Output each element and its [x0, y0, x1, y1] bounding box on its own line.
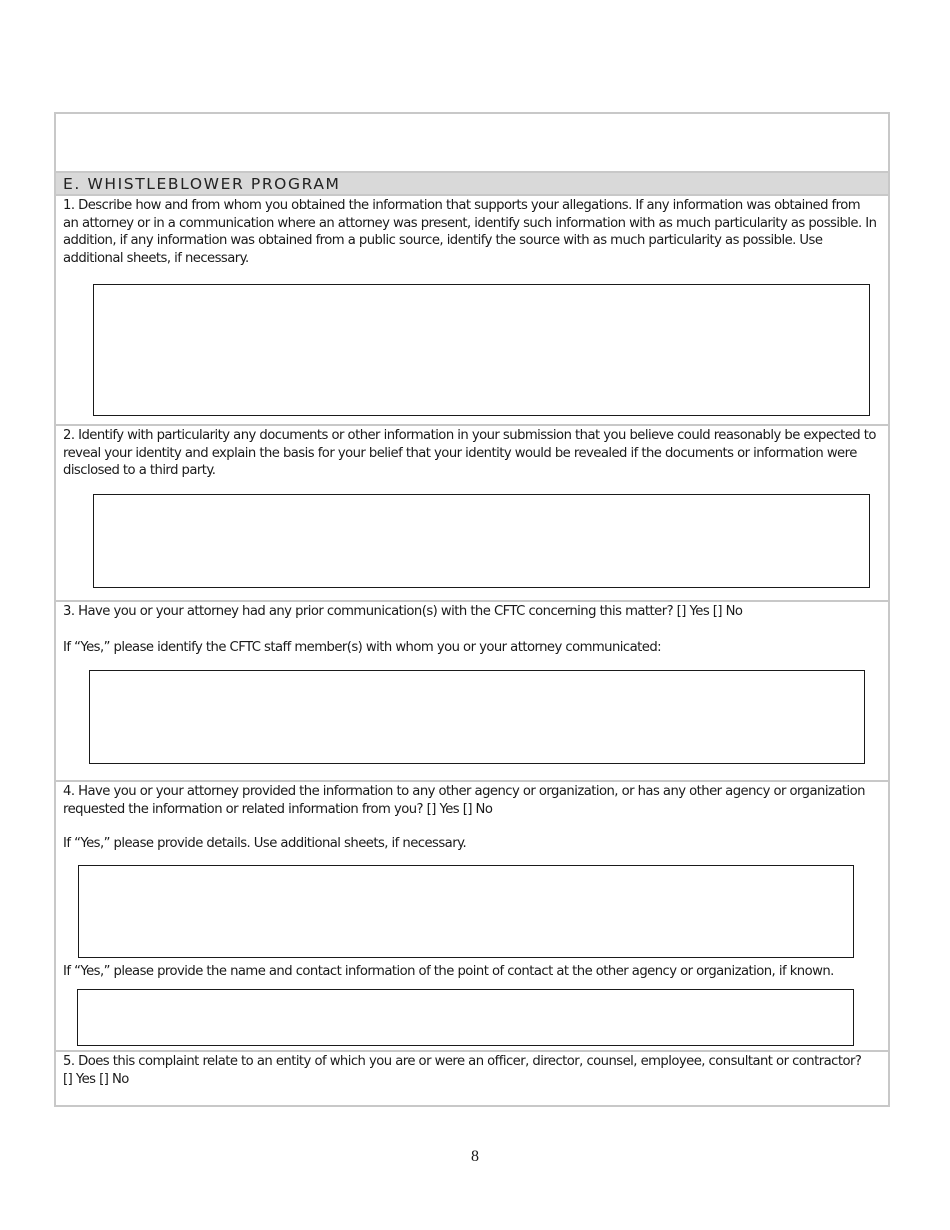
question-1-block: [56, 196, 888, 425]
question-4-text: 4. Have you or your attorney provided the information to any other agency or organization, or has any other agency or organization requested the information or related information from you? [] Yes [] No: [63, 784, 865, 817]
question-2-answer-box[interactable]: [93, 494, 870, 588]
question-4-details-box[interactable]: [78, 865, 854, 958]
question-4-followup-details: If “Yes,” please provide details. Use additional sheets, if necessary.: [63, 836, 467, 851]
form-frame: [54, 112, 890, 1107]
question-3-block: [56, 600, 888, 781]
question-4-followup-contact: If “Yes,” please provide the name and contact information of the point of contact at the other agency or organization, if known.: [63, 964, 834, 979]
question-3-answer-box[interactable]: [89, 670, 865, 764]
question-5-text: 5. Does this complaint relate to an entity of which you are or were an officer, director, counsel, employee, consultant or contractor?: [63, 1054, 862, 1069]
question-5-options[interactable]: [] Yes [] No: [63, 1072, 129, 1087]
question-3-followup: If “Yes,” please identify the CFTC staff member(s) with whom you or your attorney communicated:: [63, 640, 662, 655]
question-5-block: [56, 1050, 888, 1107]
question-2-text: 2. Identify with particularity any documents or other information in your submission that you believe could reasonably be expected to reveal your identity and explain the basis for your belief that your identity would be revealed if the documents or information were disclosed to a third party.: [63, 428, 876, 479]
page-number: 8: [471, 1148, 479, 1165]
question-1-text: 1. Describe how and from whom you obtained the information that supports your allegations. If any information was obtained from an attorney or in a communication where an attorney was present, identify such information with as much particularity as possible. In addition, if any information was obtained from a public source, identify the source with as much particularity as possible. Use additional sheets, if necessary.: [63, 198, 877, 266]
question-1-answer-box[interactable]: [93, 284, 870, 416]
blank-header-area: [56, 114, 888, 171]
question-2-block: [56, 424, 888, 602]
section-title: E. WHISTLEBLOWER PROGRAM: [63, 175, 341, 193]
section-header: [56, 171, 888, 196]
question-3-text: 3. Have you or your attorney had any prior communication(s) with the CFTC concerning this matter? [] Yes [] No: [63, 604, 743, 619]
question-4-block: [56, 780, 888, 1052]
question-4-contact-box[interactable]: [77, 989, 854, 1046]
